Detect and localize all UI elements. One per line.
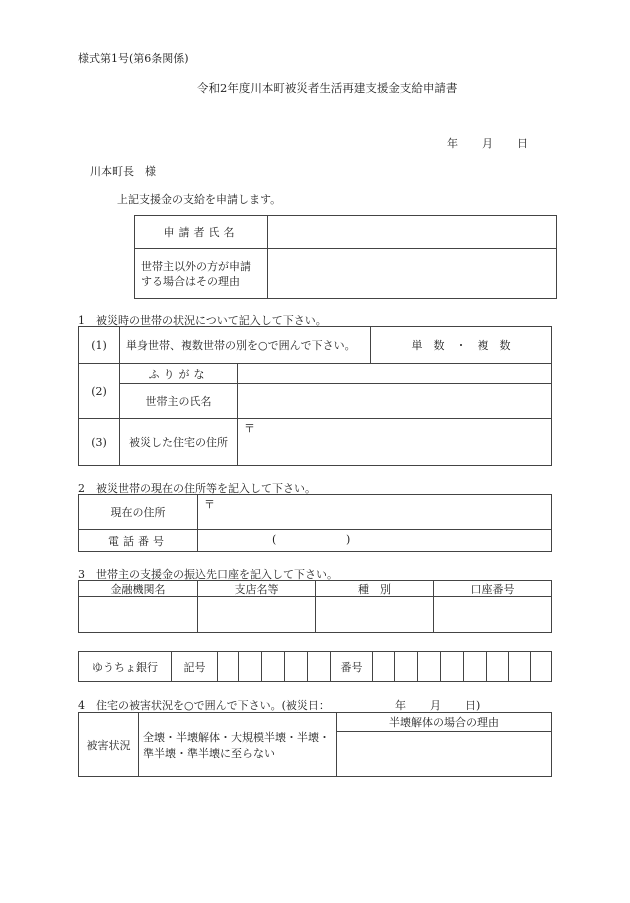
reason-field[interactable] xyxy=(268,249,556,298)
addressee: 川本町長 様 xyxy=(90,165,156,178)
household-type-choice[interactable]: 単 数 ・ 複 数 xyxy=(411,339,511,352)
demolition-reason-header: 半壊解体の場合の理由 xyxy=(389,716,499,729)
disaster-date-day: 日) xyxy=(465,699,481,712)
form-title: 令和2年度川本町被災者生活再建支援金支給申請書 xyxy=(197,81,458,95)
section2-heading: 2 被災世帯の現在の住所等を記入して下さい。 xyxy=(78,482,316,495)
current-address-field[interactable] xyxy=(198,507,551,529)
disaster-address-label: 被災した住宅の住所 xyxy=(129,436,228,449)
current-address-label: 現在の住所 xyxy=(110,506,166,519)
account-number-header: 口座番号 xyxy=(470,582,515,596)
date-day: 日 xyxy=(517,137,528,150)
intro-text: 上記支援金の支給を申請します。 xyxy=(117,193,282,206)
postal-mark-2: 〒 xyxy=(204,498,215,511)
reason-label-line2: する場合はその理由 xyxy=(141,275,240,288)
reason-label-line1: 世帯主以外の方が申請 xyxy=(141,260,251,273)
form-number: 様式第1号(第6条関係) xyxy=(78,52,189,65)
damage-options-line2[interactable]: 準半壊・準半壊に至らない xyxy=(143,747,275,760)
phone-field[interactable] xyxy=(284,530,344,551)
bank-name-field[interactable] xyxy=(79,597,197,632)
household-type-question: 単身世帯、複数世帯の別を○で囲んで下さい。 xyxy=(126,339,356,352)
disaster-date-month: 月 xyxy=(430,699,441,712)
symbol-label: 記号 xyxy=(183,660,206,674)
damage-options-line1[interactable]: 全壊・半壊解体・大規模半壊・半壊・ xyxy=(143,731,330,744)
account-type-field[interactable] xyxy=(316,597,433,632)
demolition-reason-field[interactable] xyxy=(337,732,551,776)
applicant-name-label: 申請者氏名 xyxy=(163,226,239,239)
postal-mark-1: 〒 xyxy=(244,422,255,435)
section3-heading: 3 世帯主の支援金の振込先口座を記入して下さい。 xyxy=(78,568,338,581)
date-year: 年 xyxy=(447,137,458,150)
section4-heading: 4 住宅の被害状況を○で囲んで下さい。(被災日： xyxy=(78,699,330,712)
furigana-label: ふりがな xyxy=(148,367,209,381)
phone-paren-close: ) xyxy=(346,533,351,546)
yucho-label: ゆうちょ銀行 xyxy=(92,660,158,674)
applicant-name-field[interactable] xyxy=(268,216,556,248)
row3-number: (3) xyxy=(91,435,107,449)
furigana-field[interactable] xyxy=(238,364,551,383)
row1-number: (1) xyxy=(91,338,107,352)
damage-status-label: 被害状況 xyxy=(86,738,131,752)
account-type-header: 種 別 xyxy=(358,582,391,596)
bank-name-header: 金融機関名 xyxy=(110,582,166,596)
number-label: 番号 xyxy=(340,660,363,674)
branch-field[interactable] xyxy=(198,597,315,632)
head-name-label: 世帯主の氏名 xyxy=(145,395,212,408)
date-month: 月 xyxy=(482,137,493,150)
phone-paren-open: ( xyxy=(272,533,277,546)
branch-header: 支店名等 xyxy=(234,582,279,596)
head-name-field[interactable] xyxy=(238,384,551,418)
phone-label: 電話番号 xyxy=(108,534,168,548)
disaster-address-field[interactable] xyxy=(238,431,551,465)
section1-heading: 1 被災時の世帯の状況について記入して下さい。 xyxy=(78,314,327,327)
disaster-date-year: 年 xyxy=(395,699,406,712)
row2-number: (2) xyxy=(91,384,107,398)
account-number-field[interactable] xyxy=(434,597,551,632)
